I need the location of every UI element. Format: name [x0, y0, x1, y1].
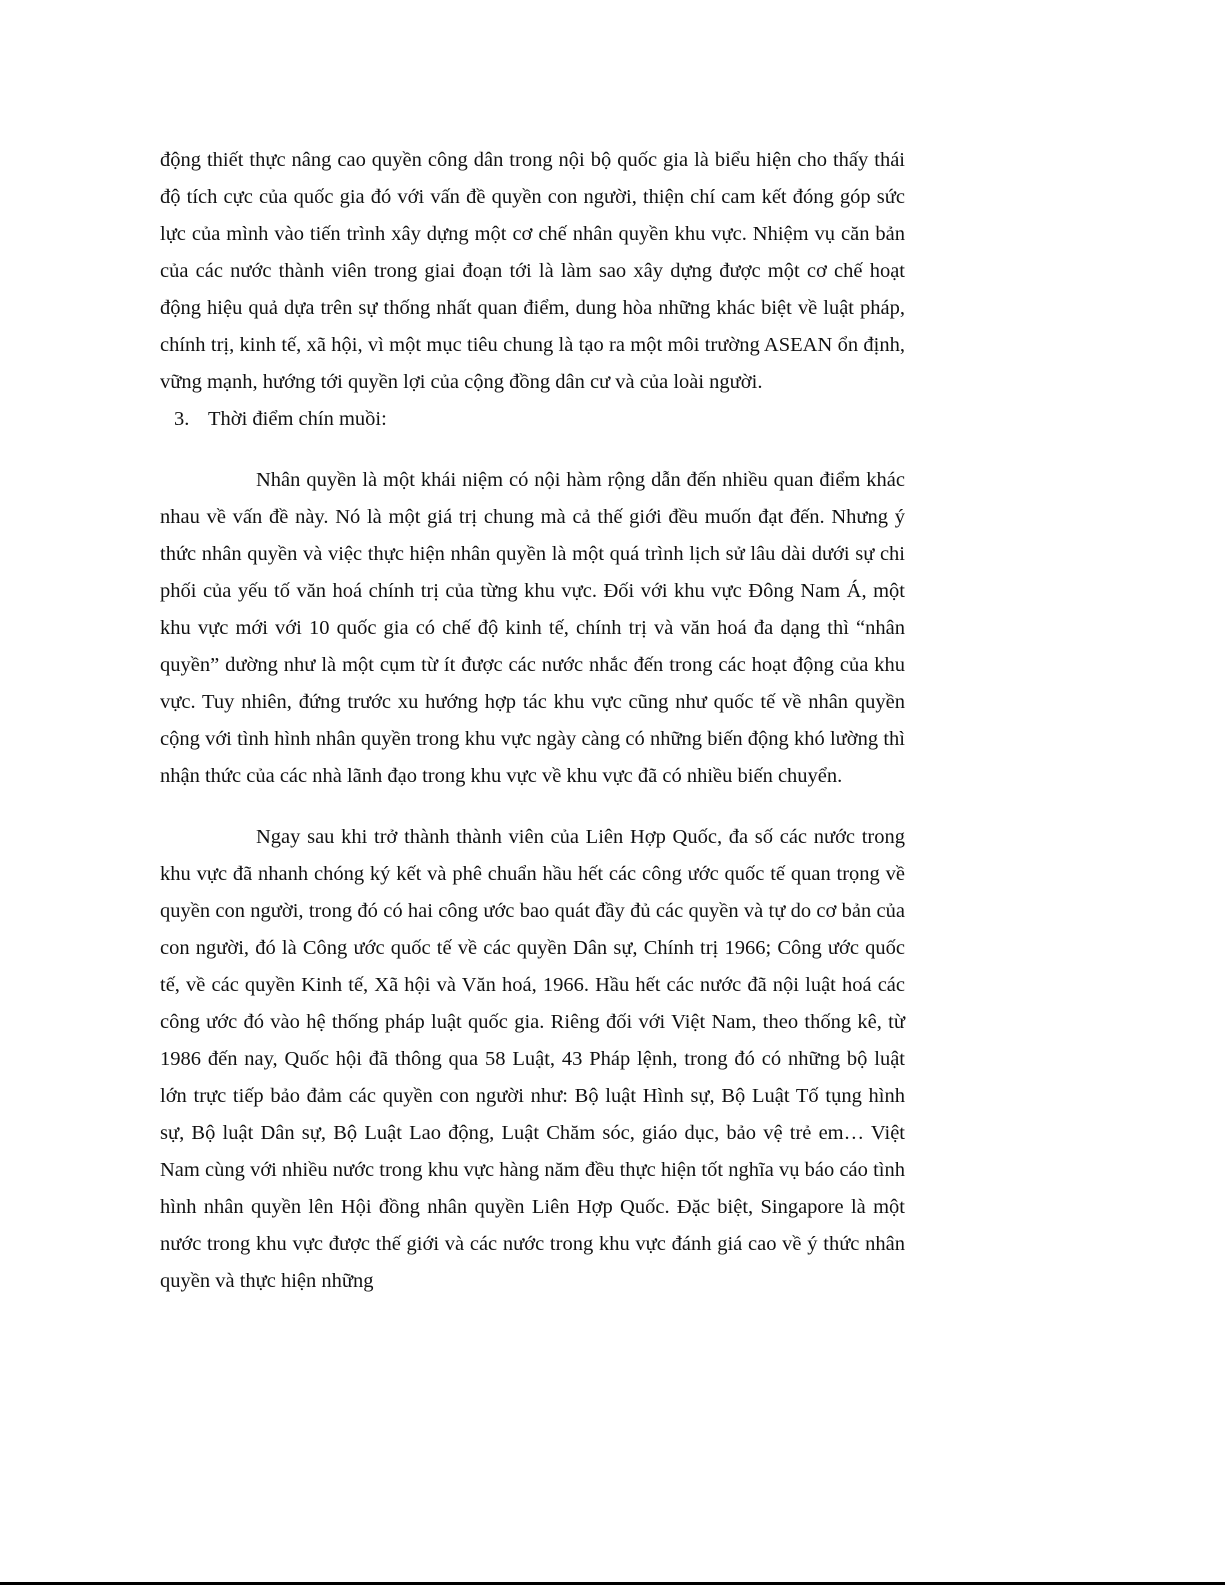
- paragraph-3: Ngay sau khi trở thành thành viên của Liên Hợp Quốc, đa số các nước trong khu vực đã nhanh chóng ký kết và phê chuẩn hầu hết các công ước quốc tế quan trọng về quyền con người, trong đó có hai công ước bao quát đầy đủ các quyền và tự do cơ bản của con người, đó là Công ước quốc tế về các quyền Dân sự, Chính trị 1966; Công ước quốc tế, về các quyền Kinh tế, Xã hội và Văn hoá, 1966. Hầu hết các nước đã nội luật hoá các công ước đó vào hệ thống pháp luật quốc gia. Riêng đối với Việt Nam, theo thống kê, từ 1986 đến nay, Quốc hội đã thông qua 58 Luật, 43 Pháp lệnh, trong đó có những bộ luật lớn trực tiếp bảo đảm các quyền con người như: Bộ luật Hình sự, Bộ Luật Tố tụng hình sự, Bộ luật Dân sự, Bộ Luật Lao động, Luật Chăm sóc, giáo dục, bảo vệ trẻ em… Việt Nam cùng với nhiều nước trong khu vực hàng năm đều thực hiện tốt nghĩa vụ báo cáo tình hình nhân quyền lên Hội đồng nhân quyền Liên Hợp Quốc. Đặc biệt, Singapore là một nước trong khu vực được thế giới và các nước trong khu vực đánh giá cao về ý thức nhân quyền và thực hiện những: [160, 826, 905, 1292]
- section-heading-text: Thời điểm chín muồi:: [208, 408, 387, 430]
- paragraph-2: Nhân quyền là một khái niệm có nội hàm rộng dẫn đến nhiều quan điểm khác nhau về vấn đề này. Nó là một giá trị chung mà cả thế giới đều muốn đạt đến. Nhưng ý thức nhân quyền và việc thực hiện nhân quyền là một quá trình lịch sử lâu dài dưới sự chi phối của yếu tố văn hoá chính trị của từng khu vực. Đối với khu vực Đông Nam Á, một khu vực mới với 10 quốc gia có chế độ kinh tế, chính trị và văn hoá đa dạng thì “nhân quyền” dường như là một cụm từ ít được các nước nhắc đến trong các hoạt động của khu vực. Tuy nhiên, đứng trước xu hướng hợp tác khu vực cũng như quốc tế về nhân quyền cộng với tình hình nhân quyền trong khu vực ngày càng có những biến động khó lường thì nhận thức của các nhà lãnh đạo trong khu vực về khu vực đã có nhiều biến chuyển.: [160, 469, 905, 787]
- document-page: [160, 142, 905, 1300]
- section-heading-number: 3.: [174, 408, 190, 430]
- paragraph-1: động thiết thực nâng cao quyền công dân trong nội bộ quốc gia là biểu hiện cho thấy thái độ tích cực của quốc gia đó với vấn đề quyền con người, thiện chí cam kết đóng góp sức lực của mình vào tiến trình xây dựng một cơ chế nhân quyền khu vực. Nhiệm vụ căn bản của các nước thành viên trong giai đoạn tới là làm sao xây dựng được một cơ chế hoạt động hiệu quả dựa trên sự thống nhất quan điểm, dung hòa những khác biệt về luật pháp, chính trị, kinh tế, xã hội, vì một mục tiêu chung là tạo ra một môi trường ASEAN ổn định, vững mạnh, hướng tới quyền lợi của cộng đồng dân cư và của loài người.: [160, 149, 905, 393]
- section-heading: [160, 401, 905, 438]
